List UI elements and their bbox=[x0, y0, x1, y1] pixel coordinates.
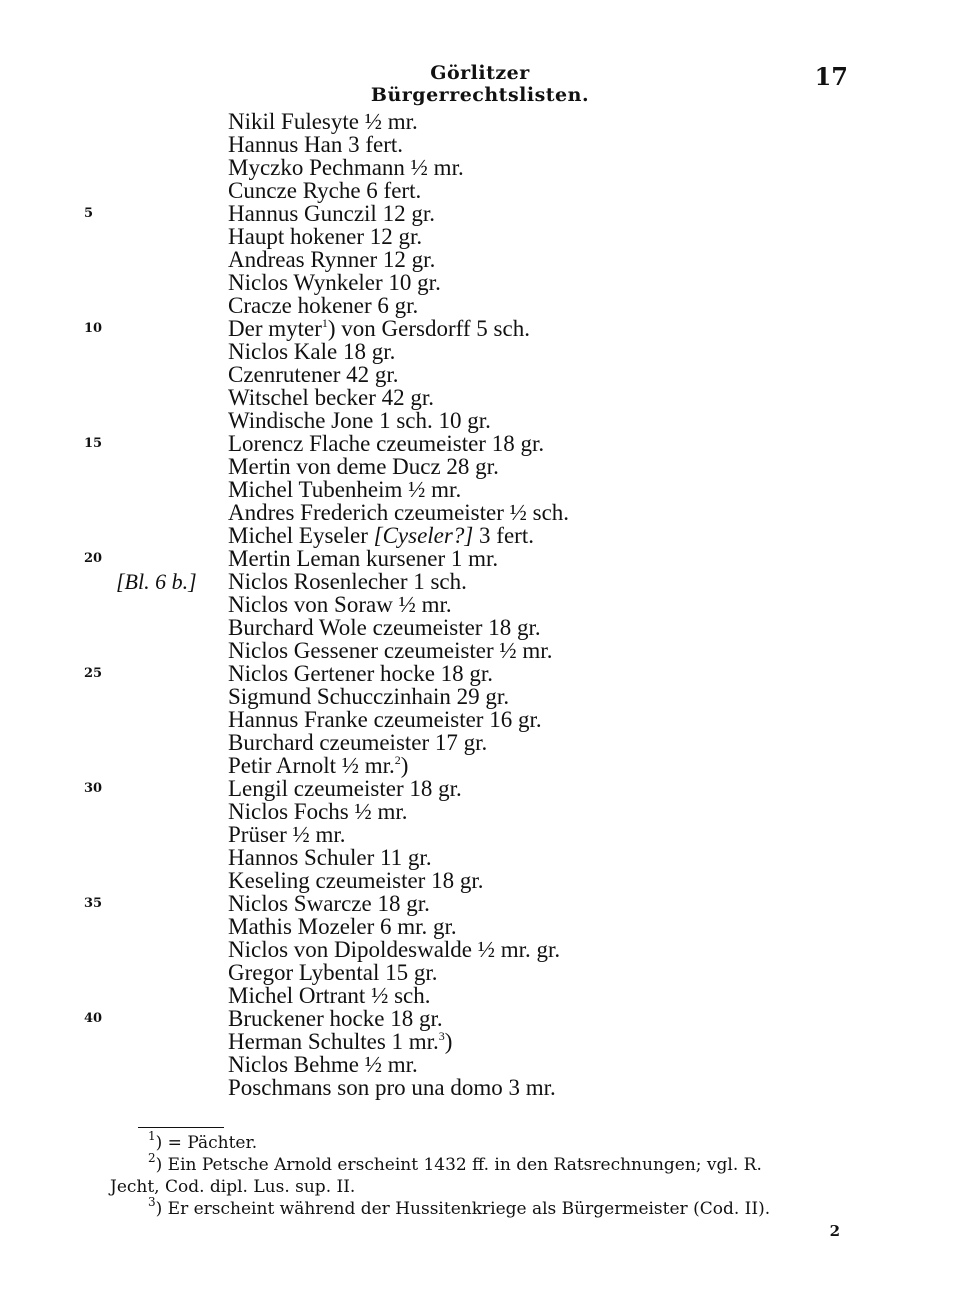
footnote-marker: 3 bbox=[148, 1195, 156, 1209]
list-entry: Poschmans son pro una domo 3 mr. bbox=[228, 1075, 556, 1100]
line-number: 15 bbox=[84, 436, 103, 451]
list-entry: Burchard czeumeister 17 gr. bbox=[228, 730, 488, 755]
line-number: 20 bbox=[84, 551, 103, 566]
list-entry bbox=[228, 1030, 452, 1053]
list-entry: Niclos von Soraw ½ mr. bbox=[228, 592, 452, 617]
entry-text: ) bbox=[444, 1029, 453, 1054]
list-entry: Witschel becker 42 gr. bbox=[228, 385, 435, 410]
footnote-text: ) = Pächter. bbox=[155, 1133, 258, 1153]
list-entry bbox=[228, 754, 408, 777]
list-entry: Mertin Leman kursener 1 mr. bbox=[228, 546, 499, 571]
footnote-2 bbox=[148, 1151, 762, 1176]
list-entry: Niclos Swarcze 18 gr. bbox=[228, 891, 430, 916]
list-entry: Niclos Behme ½ mr. bbox=[228, 1052, 418, 1077]
list-entry: Lengil czeumeister 18 gr. bbox=[228, 776, 462, 801]
list-entry: Niclos Rosenlecher 1 sch. bbox=[228, 569, 467, 594]
entry-text: Michel Eyseler bbox=[228, 523, 374, 548]
list-entry: Michel Ortrant ½ sch. bbox=[228, 983, 431, 1008]
footnote-reference: 1 bbox=[321, 316, 328, 330]
list-entry: Windische Jone 1 sch. 10 gr. bbox=[228, 408, 491, 433]
entry-text: Herman Schultes 1 mr. bbox=[228, 1029, 439, 1054]
list-entry: Niclos Fochs ½ mr. bbox=[228, 799, 408, 824]
footnote-marker: 1 bbox=[148, 1129, 156, 1143]
list-entry: Gregor Lybental 15 gr. bbox=[228, 960, 438, 985]
list-entry bbox=[228, 317, 530, 340]
list-entry: Niclos Wynkeler 10 gr. bbox=[228, 270, 441, 295]
footnote-text: ) Er erscheint während der Hussitenkriege als Bürgermeister (Cod. II). bbox=[155, 1199, 771, 1219]
list-entry: Andres Frederich czeumeister ½ sch. bbox=[228, 500, 570, 525]
entry-text: 3 fert. bbox=[473, 523, 534, 548]
footnote-marker: 2 bbox=[148, 1151, 156, 1165]
list-entry: Mathis Mozeler 6 mr. gr. bbox=[228, 914, 457, 939]
entry-text: ) bbox=[400, 753, 409, 778]
list-entry: Hannus Franke czeumeister 16 gr. bbox=[228, 707, 542, 732]
running-title: Görlitzer Bürgerrechtslisten. bbox=[370, 62, 590, 106]
entry-text: Petir Arnolt ½ mr. bbox=[228, 753, 395, 778]
list-entry: Hannus Han 3 fert. bbox=[228, 132, 404, 157]
line-number: 10 bbox=[84, 321, 103, 336]
list-entry: Michel Tubenheim ½ mr. bbox=[228, 477, 462, 502]
footnote-reference: 2 bbox=[394, 753, 401, 767]
list-entry: Prüser ½ mr. bbox=[228, 822, 346, 847]
line-number: 25 bbox=[84, 666, 103, 681]
footnote-1 bbox=[148, 1129, 258, 1154]
list-entry: Myczko Pechmann ½ mr. bbox=[228, 155, 464, 180]
line-number: 40 bbox=[84, 1011, 103, 1026]
entry-text: Der myter bbox=[228, 316, 322, 341]
footnote-divider bbox=[138, 1127, 224, 1128]
list-entry: Mertin von deme Ducz 28 gr. bbox=[228, 454, 499, 479]
line-number: 5 bbox=[84, 206, 94, 221]
list-entry: Keseling czeumeister 18 gr. bbox=[228, 868, 484, 893]
list-entry: Cracze hokener 6 gr. bbox=[228, 293, 419, 318]
page-number: 17 bbox=[814, 62, 848, 91]
list-entry: Niclos von Dipoldeswalde ½ mr. gr. bbox=[228, 937, 561, 962]
footnote-reference: 3 bbox=[438, 1029, 445, 1043]
list-entry: Niclos Gessener czeumeister ½ mr. bbox=[228, 638, 553, 663]
folio-margin-note: [Bl. 6 b.] bbox=[116, 569, 197, 594]
list-entry: Hannus Gunczil 12 gr. bbox=[228, 201, 435, 226]
list-entry: Lorencz Flache czeumeister 18 gr. bbox=[228, 431, 545, 456]
list-entry: Nikil Fulesyte ½ mr. bbox=[228, 109, 418, 134]
list-entry: Andreas Rynner 12 gr. bbox=[228, 247, 436, 272]
footnote-text: ) Ein Petsche Arnold erscheint 1432 ff. in den Ratsrechnungen; vgl. R. bbox=[155, 1155, 762, 1175]
list-entry bbox=[228, 524, 534, 547]
list-entry: Czenrutener 42 gr. bbox=[228, 362, 399, 387]
editorial-note: [Cyseler?] bbox=[373, 523, 474, 548]
list-entry: Haupt hokener 12 gr. bbox=[228, 224, 423, 249]
list-entry: Cuncze Ryche 6 fert. bbox=[228, 178, 422, 203]
entry-text: ) von Gersdorff 5 sch. bbox=[327, 316, 530, 341]
list-entry: Sigmund Schucczinhain 29 gr. bbox=[228, 684, 510, 709]
list-entry: Niclos Kale 18 gr. bbox=[228, 339, 396, 364]
list-entry: Hannos Schuler 11 gr. bbox=[228, 845, 432, 870]
list-entry: Bruckener hocke 18 gr. bbox=[228, 1006, 443, 1031]
footnote-2-continuation: Jecht, Cod. dipl. Lus. sup. II. bbox=[110, 1177, 356, 1197]
sheet-signature: 2 bbox=[829, 1222, 840, 1240]
list-entry: Burchard Wole czeumeister 18 gr. bbox=[228, 615, 541, 640]
footnote-3 bbox=[148, 1195, 771, 1220]
list-entry: Niclos Gertener hocke 18 gr. bbox=[228, 661, 494, 686]
line-number: 30 bbox=[84, 781, 103, 796]
line-number: 35 bbox=[84, 896, 103, 911]
